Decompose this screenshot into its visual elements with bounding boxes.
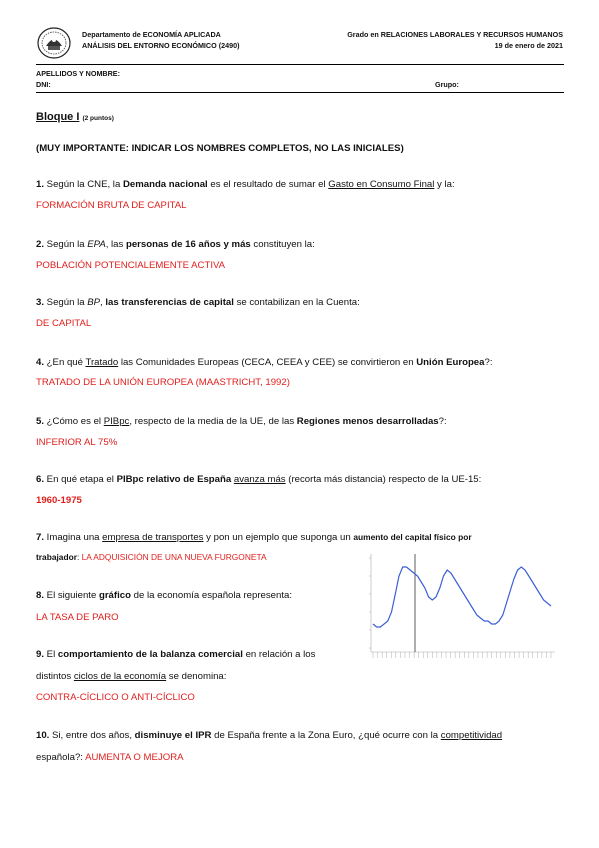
name-label: APELLIDOS Y NOMBRE:: [36, 69, 120, 78]
question-9: 9. El comportamiento de la balanza comercial en relación a los: [36, 649, 316, 660]
block-instruction: (MUY IMPORTANTE: INDICAR LOS NOMBRES COMPLETOS, NO LAS INICIALES): [36, 143, 404, 154]
question-1: 1. Según la CNE, la Demanda nacional es el resultado de sumar el Gasto en Consumo Final y la:: [36, 179, 455, 190]
question-6: 6. En qué etapa el PIBpc relativo de España avanza más (recorta más distancia) respecto de la UE-15:: [36, 474, 482, 485]
answer-2: POBLACIÓN POTENCIALEMENTE ACTIVA: [36, 260, 226, 271]
unemployment-chart: [355, 548, 563, 666]
question-5: 5. ¿Cómo es el PIBpc, respecto de la media de la UE, de las Regiones menos desarrolladas?:: [36, 416, 447, 427]
header-date: 19 de enero de 2021: [494, 41, 563, 50]
answer-5: INFERIOR AL 75%: [36, 437, 118, 448]
question-10-line2: española?: AUMENTA O MEJORA: [36, 752, 184, 763]
question-7: 7. Imagina una empresa de transportes y pon un ejemplo que suponga un aumento del capital físico por: [36, 532, 472, 543]
block-title: [36, 111, 114, 123]
block-points: (2 puntos): [82, 115, 114, 122]
series-line: [373, 567, 551, 627]
university-seal-icon: [37, 27, 71, 59]
question-9-line2: distintos ciclos de la economía se denomina:: [36, 671, 227, 682]
question-10: 10. Si, entre dos años, disminuye el IPR de España frente a la Zona Euro, ¿qué ocurre con la competitividad: [36, 730, 503, 741]
answer-1: FORMACIÓN BRUTA DE CAPITAL: [36, 200, 187, 211]
form-divider: [36, 92, 564, 93]
question-4: 4. ¿En qué Tratado las Comunidades Europeas (CECA, CEEA y CEE) se convirtieron en Unión Europea?:: [36, 357, 493, 368]
question-7-line2: trabajador: LA ADQUISICIÓN DE UNA NUEVA FURGONETA: [36, 552, 267, 562]
answer-9: CONTRA-CÍCLICO O ANTI-CÍCLICO: [36, 692, 195, 703]
group-label: Grupo:: [435, 80, 459, 89]
answer-3: DE CAPITAL: [36, 318, 92, 329]
answer-7: LA ADQUISICIÓN DE UNA NUEVA FURGONETA: [81, 552, 267, 562]
answer-4: TRATADO DE LA UNIÓN EUROPEA (MAASTRICHT, 1992): [36, 377, 290, 388]
answer-8: LA TASA DE PARO: [36, 612, 119, 623]
question-3: 3. Según la BP, las transferencias de capital se contabilizan en la Cuenta:: [36, 297, 360, 308]
question-2: 2. Según la EPA, las personas de 16 años y más constituyen la:: [36, 239, 315, 250]
header-department: Departamento de ECONOMÍA APLICADA: [82, 30, 221, 39]
header-course: ANÁLISIS DEL ENTORNO ECONÓMICO (2490): [82, 41, 240, 50]
dni-label: DNI:: [36, 80, 51, 89]
header-degree: Grado en RELACIONES LABORALES Y RECURSOS HUMANOS: [347, 30, 563, 39]
header-divider: [36, 64, 564, 65]
block-title-text: Bloque I: [36, 111, 80, 123]
question-8: 8. El siguiente gráfico de la economía española representa:: [36, 590, 293, 601]
answer-6: 1960-1975: [36, 495, 82, 506]
answer-10: AUMENTA O MEJORA: [85, 752, 184, 763]
